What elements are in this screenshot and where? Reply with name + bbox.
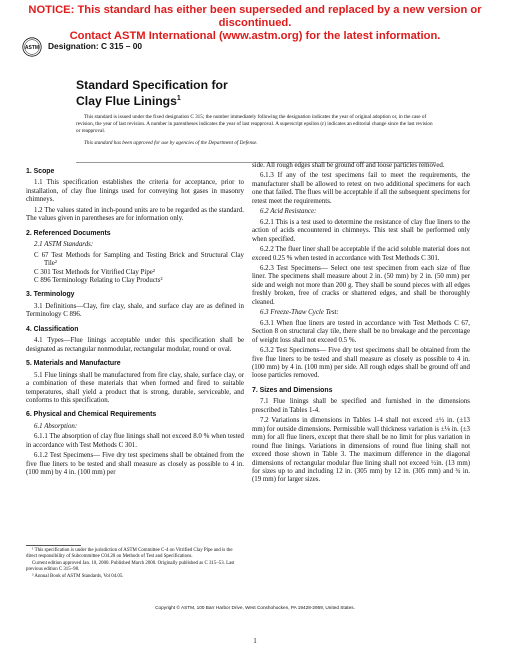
section-heading-referenced-documents: 2. Referenced Documents xyxy=(26,229,111,237)
paragraph-1-2: 1.2 The values stated in inch-pound units are to be regarded as the standard. The values given in parentheses are for information only. xyxy=(26,206,244,223)
paragraph-5-1: 5.1 Flue linings shall be manufactured from fire clay, shale, surface clay, or a combination of these materials that when formed and fired to suitable temperatures, shall yield a product that is strong, durable, serviceable, and conforms to this specification. xyxy=(26,371,244,404)
section-heading-scope: 1. Scope xyxy=(26,168,55,175)
paragraph-3-1: 3.1 Definitions—Clay, fire clay, shale, and surface clay are as defined in Terminology C 896. xyxy=(26,302,244,319)
reference-c67: C 67 Test Methods for Sampling and Testing Brick and Structural Clay Tile² xyxy=(34,251,244,268)
paragraph-2-1: 2.1 ASTM Standards: xyxy=(34,241,94,249)
footnote-2: ² Annual Book of ASTM Standards, Vol 04.05. xyxy=(32,574,124,579)
copyright-line: Copyright © ASTM, 100 Barr Harbor Drive, West Conshohocken, PA 19428-2959, United States. xyxy=(155,605,355,610)
title-line-1: Standard Specification for xyxy=(76,78,228,92)
paragraph-7-2: 7.2 Variations in dimensions in Tables 1-4 shall not exceed ±½ in. (±13 mm) for outside dimensions. Permissible wall thickness variation is ±⅛ in. (±3 mm) for all flue liners, except that there shall be no limit for plus variation in round flue linings. Variations in dimensions of round flue lining shall not exceed those shown in Table 3. The maximum difference in the diagonal dimensions of rectangular modular flue lining shall not exceed ½in. (13 mm) for sizes up to and including 12 in. (305 mm) by 12 in. (305 mm) and ¾ in. (19 mm) for larger sizes. xyxy=(252,417,470,484)
designation: Designation: C 315 – 00 xyxy=(48,41,143,51)
paragraph-6-2-2: 6.2.2 The fluer liner shall be acceptable if the acid soluble material does not exceed 0.25 % when tested in accordance with Test Methods C 301. xyxy=(252,246,470,262)
paragraph-6-2-1: 6.2.1 This is a test used to determine the resistance of clay flue liners to the action of acids encountered in chimneys. This test shall be performed only when specified. xyxy=(252,218,470,243)
notice-line-2: Contact ASTM International (www.astm.org) for the latest information. xyxy=(69,30,441,42)
paragraph-6-1-3: 6.1.3 If any of the test specimens fail to meet the requirements, the manufacturer shall be allowed to retest on two additional specimens for each one that failed. The flues will be acceptable if all the subsequent specimens for retest meet the requirements. xyxy=(252,172,470,205)
notice-line-1: NOTICE: This standard has either been superseded and replaced by a new version or discontinued. xyxy=(28,4,482,29)
paragraph-6-1-2: 6.1.2 Test Specimens— Five dry test specimens shall be obtained from the five flue liners to be tested and shall measure as closely as possible to 4 in. (100 mm) by 4 in. (100 mm) per xyxy=(26,452,244,477)
section-heading-terminology: 3. Terminology xyxy=(26,291,75,299)
paragraph-6-1-1: 6.1.1 The absorption of clay flue linings shall not exceed 8.0 % when tested in accordance with Test Methods C 301. xyxy=(26,433,244,449)
right-column xyxy=(252,162,470,487)
paragraph-6-2: 6.2 Acid Resistance: xyxy=(260,208,317,216)
title-footnote-ref: 1 xyxy=(176,95,181,102)
reference-c301: C 301 Test Methods for Vitrified Clay Pipe² xyxy=(34,268,155,276)
paragraph-1-1: 1.1 This specification establishes the criteria for acceptance, prior to installation, of clay flue linings used for conveying hot gases in masonry chimneys. xyxy=(26,179,244,204)
paragraph-6-3-1: 6.3.1 When flue liners are tested in accordance with Test Methods C 67, Section 8 on structural clay tile, there shall be no breakage and the percentage of weight loss shall not exceed 0.5 %. xyxy=(252,319,470,344)
footnote-1-edition: Current edition approved Jan. 10, 2000. Published March 2000. Originally published as C 315–53. Last previous edition C 315–98. xyxy=(26,561,235,572)
issuance-note xyxy=(76,114,436,151)
paragraph-7-1: 7.1 Flue linings shall be specified and furnished in the dimensions prescribed in Tables 1-4. xyxy=(252,398,470,414)
svg-text:ASTM: ASTM xyxy=(24,44,40,51)
issuance-text: This standard is issued under the fixed designation C 315; the number immediately following the designation indicates the year of original adoption or, in the case of revision, the year of last revision. A number in parentheses indicates the year of last reapproval. A superscript epsilon (ε) indicates an editorial change since the last revision or reapproval. xyxy=(76,114,433,135)
section-heading-classification: 4. Classification xyxy=(26,325,79,333)
footnotes xyxy=(26,548,244,581)
dod-approval: This standard has been approved for use by agencies of the Department of Defense. xyxy=(84,139,258,146)
page-number: 1 xyxy=(253,637,257,645)
document-title xyxy=(76,78,228,108)
paragraph-4-1: 4.1 Types—Flue linings acceptable under this specification shall be designated as rectangular nonmodular, rectangular modular, round or oval. xyxy=(26,337,244,353)
section-heading-sizes: 7. Sizes and Dimensions xyxy=(252,386,333,394)
astm-logo-icon xyxy=(22,37,42,57)
paragraph-6-3: 6.3 Freeze-Thaw Cycle Test: xyxy=(260,309,339,317)
referenced-standards-list xyxy=(34,252,244,286)
paragraph-6-3-2: 6.3.2 Test Specimens— Five dry test specimens shall be obtained from the five flue liners to be tested and shall measure as closely as possible to 4 in. (100 mm) by 4 in. (100 mm) per side. All rough edges shall be ground off and loose particles removed. xyxy=(252,347,470,380)
title-line-2: Clay Flue Linings xyxy=(76,94,177,109)
paragraph-continued: side. All rough edges shall be ground off and loose particles removed. xyxy=(252,162,445,169)
footnote-1: ¹ This specification is under the jurisdiction of ASTM Committee C-4 on Vitrified Clay Pipe and is the direct responsibility of Subcommittee C04.20 on Methods of Test and Specifications. xyxy=(26,548,233,559)
left-column xyxy=(26,162,244,480)
paragraph-6-2-3: 6.2.3 Test Specimens— Select one test specimen from each size of flue liner. The specimens shall measure about 2 in. (50 mm) by 2 in. (50 mm) per side and weigh not more than 200 g. They shall be sound pieces with all edges freshly broken, free of cracks or shattered edges, and shall be thoroughly cleaned. xyxy=(252,264,470,306)
footnote-divider xyxy=(26,545,81,546)
section-heading-materials: 5. Materials and Manufacture xyxy=(26,360,121,368)
supersession-notice xyxy=(0,4,510,43)
section-heading-requirements: 6. Physical and Chemical Requirements xyxy=(26,411,157,419)
reference-c896: C 896 Terminology Relating to Clay Products² xyxy=(34,276,163,284)
paragraph-6-1: 6.1 Absorption: xyxy=(34,422,78,430)
